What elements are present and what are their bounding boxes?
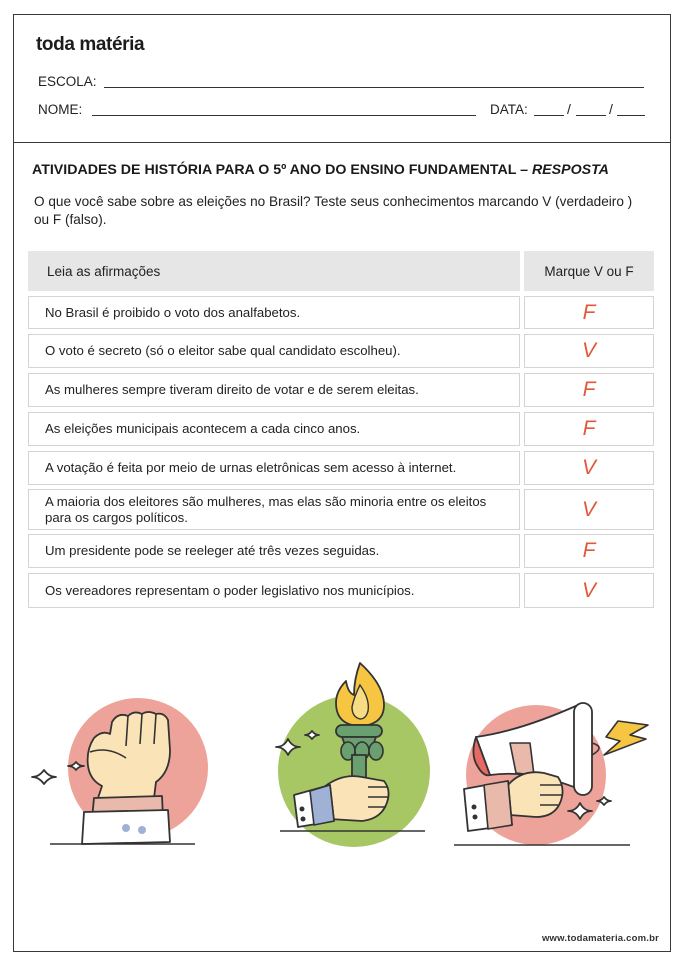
header-divider <box>13 142 671 143</box>
table-row-answer[interactable]: V <box>524 573 654 608</box>
brand-logo: toda matéria <box>36 34 145 55</box>
date-day-line[interactable] <box>534 115 564 116</box>
table-row-statement: Um presidente pode se reeleger até três vezes seguidas. <box>28 534 520 568</box>
table-row-answer[interactable]: F <box>524 534 654 568</box>
table-row-answer[interactable]: V <box>524 489 654 530</box>
table-row-statement: A maioria dos eleitores são mulheres, mas elas são minoria entre os eleitos para os cargos políticos. <box>28 489 520 530</box>
date-label: DATA: <box>490 102 528 117</box>
column-header-statements: Leia as afirmações <box>28 251 520 291</box>
table-row-statement: O voto é secreto (só o eleitor sabe qual candidato escolheu). <box>28 334 520 368</box>
table-row-answer[interactable]: F <box>524 296 654 329</box>
date-separator: / <box>609 101 613 117</box>
megaphone-icon <box>450 685 660 860</box>
date-year-line[interactable] <box>617 115 645 116</box>
school-label: ESCOLA: <box>38 74 97 89</box>
torch-icon <box>250 655 435 855</box>
table-row-statement: As eleições municipais acontecem a cada cinco anos. <box>28 412 520 446</box>
table-row-answer[interactable]: V <box>524 334 654 368</box>
footer-url[interactable]: www.todamateria.com.br <box>541 933 659 944</box>
table-row-statement: Os vereadores representam o poder legislativo nos municípios. <box>28 573 520 608</box>
table-row-answer[interactable]: V <box>524 451 654 485</box>
date-month-line[interactable] <box>576 115 606 116</box>
table-row-statement: As mulheres sempre tiveram direito de votar e de serem eleitas. <box>28 373 520 407</box>
name-input-line[interactable] <box>92 115 476 116</box>
school-input-line[interactable] <box>104 87 644 88</box>
table-row-statement: A votação é feita por meio de urnas eletrônicas sem acesso à internet. <box>28 451 520 485</box>
table-row-answer[interactable]: F <box>524 373 654 407</box>
name-label: NOME: <box>38 102 83 117</box>
raised-fist-icon <box>30 680 215 850</box>
page-title: ATIVIDADES DE HISTÓRIA PARA O 5º ANO DO ENSINO FUNDAMENTAL – RESPOSTA <box>32 162 609 178</box>
column-header-answer: Marque V ou F <box>524 251 654 291</box>
table-row-answer[interactable]: F <box>524 412 654 446</box>
table-row-statement: No Brasil é proibido o voto dos analfabetos. <box>28 296 520 329</box>
instructions: O que você sabe sobre as eleições no Brasil? Teste seus conhecimentos marcando V (verdadeiro ) ou F (falso). <box>34 194 633 227</box>
date-separator: / <box>567 101 571 117</box>
